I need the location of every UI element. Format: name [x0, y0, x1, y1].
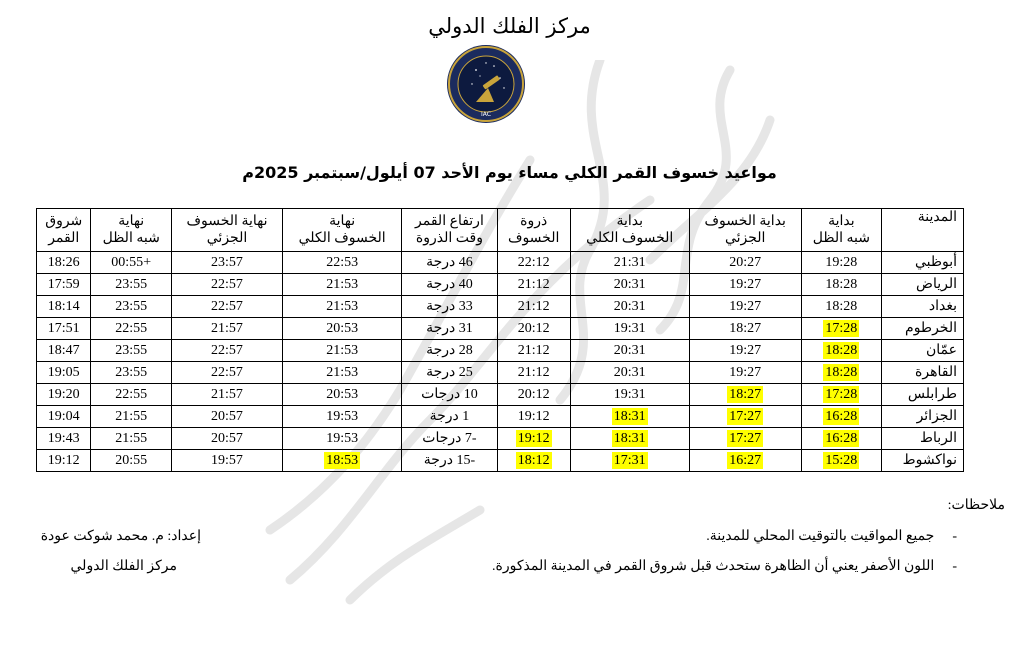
cell-value: 18:28	[825, 364, 858, 380]
table-row	[37, 252, 964, 274]
cell-value: 20:31	[613, 298, 646, 314]
time-cell	[37, 274, 91, 296]
column-header	[171, 209, 282, 252]
time-cell	[283, 252, 402, 274]
time-cell	[570, 296, 689, 318]
cell-value: 20:31	[613, 364, 646, 380]
column-header	[570, 209, 689, 252]
cell-value: 46 درجة	[426, 254, 473, 270]
cell-value: 17:28	[825, 386, 858, 402]
time-cell	[171, 340, 282, 362]
city-cell	[882, 362, 964, 384]
time-cell	[402, 318, 497, 340]
cell-value: 18:28	[825, 276, 858, 292]
table-row	[37, 406, 964, 428]
cell-value: 21:12	[517, 298, 550, 314]
time-cell	[570, 384, 689, 406]
time-cell	[689, 296, 801, 318]
time-cell	[37, 318, 91, 340]
cell-value: القاهرة	[915, 364, 957, 380]
column-header-line: شروق	[45, 214, 83, 229]
time-cell	[801, 318, 881, 340]
table-row	[37, 340, 964, 362]
cell-value: 20:12	[517, 386, 550, 402]
time-cell	[37, 428, 91, 450]
note-text-2: اللون الأصفر يعني أن الظاهرة ستحدث قبل شروق القمر في المدينة المذكورة.	[492, 559, 935, 574]
table-row	[37, 274, 964, 296]
time-cell	[283, 340, 402, 362]
cell-value: 19:27	[729, 342, 762, 358]
time-cell	[37, 252, 91, 274]
time-cell	[497, 362, 570, 384]
cell-value: 18:12	[517, 452, 550, 468]
note-bullet: -	[952, 529, 957, 544]
time-cell	[801, 340, 881, 362]
time-cell	[283, 362, 402, 384]
document-title: مواعيد خسوف القمر الكلي مساء يوم الأحد 07 أيلول/سبتمبر 2025م	[242, 163, 777, 182]
cell-value: 28 درجة	[426, 342, 473, 358]
cell-value: 16:28	[825, 408, 858, 424]
time-cell	[497, 318, 570, 340]
column-header-line: شبه الظل	[102, 231, 160, 246]
cell-value: 18:31	[613, 430, 646, 446]
cell-value: 20:12	[517, 320, 550, 336]
time-cell	[497, 384, 570, 406]
city-cell	[882, 384, 964, 406]
time-cell	[497, 428, 570, 450]
cell-value: 22:53	[326, 254, 359, 270]
cell-value: 18:28	[825, 298, 858, 314]
eclipse-times-table	[36, 208, 964, 472]
time-cell	[689, 362, 801, 384]
column-header	[801, 209, 881, 252]
cell-value: 22:57	[211, 364, 243, 380]
note-item-1	[706, 528, 957, 545]
time-cell	[171, 450, 282, 472]
column-header	[497, 209, 570, 252]
time-cell	[570, 450, 689, 472]
cell-value: 20:57	[211, 430, 243, 446]
cell-value: 20:27	[729, 254, 762, 270]
cell-value: 21:12	[517, 276, 550, 292]
table-row	[37, 428, 964, 450]
cell-value: 16:28	[825, 430, 858, 446]
cell-value: الجزائر	[916, 408, 957, 424]
time-cell	[801, 450, 881, 472]
cell-value: 19:43	[47, 430, 80, 446]
cell-value: 21:53	[326, 298, 359, 314]
time-cell	[171, 318, 282, 340]
column-header-line: نهاية	[118, 214, 145, 229]
time-cell	[497, 406, 570, 428]
cell-value: 22:57	[211, 342, 243, 358]
time-cell	[171, 274, 282, 296]
column-header-line: الخسوف الكلي	[298, 231, 386, 246]
column-header-line: بداية	[616, 214, 643, 229]
city-cell	[882, 274, 964, 296]
cell-value: 19:28	[825, 254, 858, 270]
cell-value: 19:27	[729, 298, 762, 314]
city-cell	[882, 252, 964, 274]
time-cell	[91, 274, 171, 296]
cell-value: 19:27	[729, 364, 762, 380]
note-bullet: -	[952, 559, 957, 574]
time-cell	[402, 384, 497, 406]
cell-value: 23:55	[115, 276, 148, 292]
time-cell	[689, 428, 801, 450]
column-header-line: بداية	[828, 214, 855, 229]
organization-name: مركز الفلك الدولي	[428, 14, 591, 38]
cell-value: -15 درجة	[423, 452, 476, 468]
cell-value: 19:04	[47, 408, 80, 424]
cell-value: الخرطوم	[905, 320, 957, 336]
cell-value: 20:31	[613, 342, 646, 358]
cell-value: 19:20	[47, 386, 80, 402]
column-header	[402, 209, 497, 252]
column-header	[283, 209, 402, 252]
cell-value: 18:47	[47, 342, 80, 358]
cell-value: 22:55	[115, 386, 148, 402]
time-cell	[570, 252, 689, 274]
cell-value: 19:05	[47, 364, 80, 380]
time-cell	[570, 362, 689, 384]
cell-value: 17:51	[47, 320, 80, 336]
note-item-2	[492, 558, 957, 575]
time-cell	[283, 428, 402, 450]
time-cell	[283, 384, 402, 406]
cell-value: 22:57	[211, 298, 243, 314]
time-cell	[801, 362, 881, 384]
cell-value: 18:28	[825, 342, 858, 358]
time-cell	[801, 274, 881, 296]
column-header-line: نهاية	[329, 214, 356, 229]
time-cell	[171, 296, 282, 318]
column-header-line: القمر	[48, 231, 80, 246]
column-header-line: نهاية الخسوف	[186, 214, 268, 229]
city-cell	[882, 428, 964, 450]
cell-value: 21:12	[517, 364, 550, 380]
cell-value: 20:31	[613, 276, 646, 292]
cell-value: 21:55	[115, 430, 148, 446]
time-cell	[402, 296, 497, 318]
city-cell	[882, 296, 964, 318]
cell-value: 33 درجة	[426, 298, 473, 314]
time-cell	[801, 406, 881, 428]
logo-abbr: IAC	[481, 111, 491, 118]
time-cell	[91, 406, 171, 428]
table-body	[37, 252, 964, 472]
cell-value: الرباط	[920, 430, 957, 446]
cell-value: 21:57	[211, 386, 243, 402]
time-cell	[283, 450, 402, 472]
cell-value: 18:27	[729, 320, 762, 336]
cell-value: 22:57	[211, 276, 243, 292]
cell-value: 17:27	[729, 408, 762, 424]
credit-organization: مركز الفلك الدولي	[70, 559, 177, 574]
time-cell	[402, 340, 497, 362]
time-cell	[171, 362, 282, 384]
time-cell	[91, 340, 171, 362]
iac-logo-icon	[446, 44, 526, 124]
time-cell	[801, 384, 881, 406]
time-cell	[497, 296, 570, 318]
time-cell	[283, 274, 402, 296]
cell-value: 23:55	[115, 364, 148, 380]
table-header-row	[37, 209, 964, 252]
time-cell	[497, 252, 570, 274]
time-cell	[402, 362, 497, 384]
cell-value: 1 درجة	[429, 408, 470, 424]
time-cell	[171, 252, 282, 274]
cell-value: 20:53	[326, 386, 359, 402]
column-header-line: ذروة	[520, 214, 548, 229]
time-cell	[402, 406, 497, 428]
time-cell	[171, 406, 282, 428]
cell-value: 19:53	[326, 430, 359, 446]
time-cell	[37, 296, 91, 318]
time-cell	[801, 428, 881, 450]
cell-value: 21:31	[613, 254, 646, 270]
time-cell	[570, 340, 689, 362]
cell-value: بغداد	[928, 298, 957, 314]
time-cell	[91, 384, 171, 406]
time-cell	[91, 252, 171, 274]
cell-value: 31 درجة	[426, 320, 473, 336]
cell-value: 19:31	[613, 386, 646, 402]
table-row	[37, 296, 964, 318]
cell-value: الرياض	[916, 276, 957, 292]
cell-value: 19:27	[729, 276, 762, 292]
time-cell	[497, 450, 570, 472]
cell-value: 22:12	[517, 254, 550, 270]
cell-value: 19:53	[326, 408, 359, 424]
cell-value: طرابلس	[907, 386, 957, 402]
time-cell	[37, 340, 91, 362]
cell-value: 19:12	[517, 408, 550, 424]
cell-value: 18:27	[729, 386, 762, 402]
table-row	[37, 450, 964, 472]
time-cell	[37, 406, 91, 428]
time-cell	[570, 318, 689, 340]
time-cell	[283, 406, 402, 428]
column-header-line: الخسوف الكلي	[586, 231, 674, 246]
column-header-line: بداية الخسوف	[704, 214, 786, 229]
time-cell	[402, 450, 497, 472]
cell-value: 19:57	[211, 452, 243, 468]
time-cell	[91, 318, 171, 340]
time-cell	[801, 252, 881, 274]
cell-value: 21:12	[517, 342, 550, 358]
cell-value: 25 درجة	[426, 364, 473, 380]
table-row	[37, 318, 964, 340]
cell-value: 21:53	[326, 276, 359, 292]
time-cell	[801, 296, 881, 318]
cell-value: 17:59	[47, 276, 80, 292]
cell-value: 22:55	[115, 320, 148, 336]
time-cell	[283, 318, 402, 340]
cell-value: 17:31	[613, 452, 646, 468]
cell-value: 21:55	[115, 408, 148, 424]
column-header-line: الجزئي	[724, 231, 766, 246]
cell-value: 18:31	[613, 408, 646, 424]
cell-value: 20:53	[326, 320, 359, 336]
table-row	[37, 362, 964, 384]
city-cell	[882, 318, 964, 340]
time-cell	[689, 340, 801, 362]
cell-value: 19:12	[47, 452, 80, 468]
column-header-line: الخسوف	[507, 231, 560, 246]
cell-value: 23:55	[115, 298, 148, 314]
time-cell	[497, 274, 570, 296]
cell-value: نواكشوط	[902, 452, 957, 468]
column-header-line: الجزئي	[206, 231, 248, 246]
column-header-line: ارتفاع القمر	[415, 214, 484, 229]
column-header-line: وقت الذروة	[415, 231, 483, 246]
cell-value: أبوظبي	[914, 254, 957, 270]
time-cell	[689, 318, 801, 340]
time-cell	[689, 274, 801, 296]
time-cell	[91, 428, 171, 450]
cell-value: عمّان	[926, 342, 957, 358]
time-cell	[497, 340, 570, 362]
cell-value: 15:28	[825, 452, 858, 468]
cell-value: 18:53	[326, 452, 359, 468]
cell-value: 23:55	[115, 342, 148, 358]
city-cell	[882, 406, 964, 428]
time-cell	[91, 450, 171, 472]
column-header-line: شبه الظل	[812, 231, 870, 246]
time-cell	[689, 406, 801, 428]
cell-value: 18:14	[47, 298, 80, 314]
cell-value: 20:55	[115, 452, 148, 468]
time-cell	[37, 450, 91, 472]
table-row	[37, 384, 964, 406]
time-cell	[689, 450, 801, 472]
cell-value: -7 درجات	[422, 430, 477, 446]
time-cell	[402, 428, 497, 450]
time-cell	[37, 384, 91, 406]
time-cell	[171, 384, 282, 406]
column-header-line: المدينة	[917, 210, 957, 225]
time-cell	[91, 362, 171, 384]
cell-value: +00:55	[111, 254, 152, 270]
cell-value: 17:27	[729, 430, 762, 446]
time-cell	[570, 406, 689, 428]
cell-value: 21:57	[211, 320, 243, 336]
city-cell	[882, 340, 964, 362]
cell-value: 21:53	[326, 364, 359, 380]
cell-value: 23:57	[211, 254, 243, 270]
city-cell	[882, 450, 964, 472]
time-cell	[402, 252, 497, 274]
time-cell	[91, 296, 171, 318]
time-cell	[570, 274, 689, 296]
cell-value: 20:57	[211, 408, 243, 424]
cell-value: 21:53	[326, 342, 359, 358]
cell-value: 10 درجات	[421, 386, 478, 402]
column-header	[37, 209, 91, 252]
cell-value: 19:12	[517, 430, 550, 446]
prepared-by: إعداد: م. محمد شوكت عودة	[40, 529, 201, 544]
time-cell	[570, 428, 689, 450]
time-cell	[402, 274, 497, 296]
note-text-1: جميع المواقيت بالتوقيت المحلي للمدينة.	[706, 529, 935, 544]
cell-value: 16:27	[729, 452, 762, 468]
time-cell	[171, 428, 282, 450]
time-cell	[283, 296, 402, 318]
time-cell	[37, 362, 91, 384]
time-cell	[689, 252, 801, 274]
column-header	[882, 209, 964, 252]
time-cell	[689, 384, 801, 406]
column-header	[689, 209, 801, 252]
cell-value: 17:28	[825, 320, 858, 336]
cell-value: 40 درجة	[426, 276, 473, 292]
column-header	[91, 209, 171, 252]
cell-value: 18:26	[47, 254, 80, 270]
notes-label: ملاحظات:	[947, 498, 1005, 513]
cell-value: 19:31	[613, 320, 646, 336]
